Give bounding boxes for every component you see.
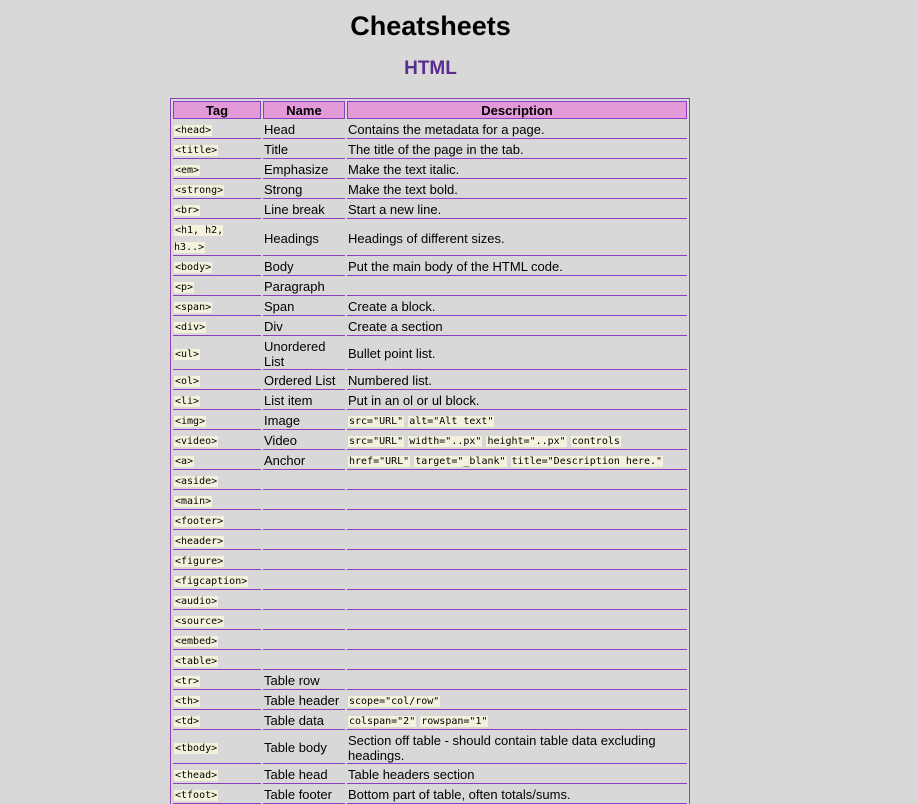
tag-cell (173, 786, 261, 804)
tag-cell (173, 512, 261, 530)
attribute-code: src="URL" (349, 436, 404, 447)
description-text: Bottom part of table, often totals/sums. (348, 787, 571, 802)
tag-code: <title> (175, 145, 218, 156)
description-cell (347, 572, 687, 590)
table-row (173, 221, 687, 256)
description-cell (347, 298, 687, 316)
tag-cell (173, 766, 261, 784)
name-cell: Ordered List (263, 372, 345, 390)
table-row (173, 592, 687, 610)
tag-code: <video> (175, 436, 218, 447)
description-cell (347, 452, 687, 470)
tag-code: <body> (175, 262, 212, 273)
name-cell: Anchor (263, 452, 345, 470)
description-cell (347, 732, 687, 764)
column-header-description: Description (347, 101, 687, 119)
name-cell (263, 512, 345, 530)
name-cell: Table head (263, 766, 345, 784)
description-text: Create a section (348, 319, 443, 334)
tag-cell (173, 278, 261, 296)
name-cell: Title (263, 141, 345, 159)
name-cell (263, 572, 345, 590)
table-row (173, 432, 687, 450)
attribute-code: height="..px" (487, 436, 566, 447)
description-text: Make the text italic. (348, 162, 460, 177)
description-cell (347, 278, 687, 296)
tag-cell (173, 612, 261, 630)
tag-code: <br> (175, 205, 200, 216)
tag-cell (173, 372, 261, 390)
table-row (173, 552, 687, 570)
table-row (173, 141, 687, 159)
table-row (173, 181, 687, 199)
name-cell: Image (263, 412, 345, 430)
tag-cell (173, 732, 261, 764)
tag-cell (173, 258, 261, 276)
tag-cell (173, 472, 261, 490)
tag-cell (173, 652, 261, 670)
name-cell: Video (263, 432, 345, 450)
page-title: Cheatsheets (350, 11, 511, 41)
name-cell (263, 472, 345, 490)
attribute-code: href="URL" (349, 456, 410, 467)
name-cell (263, 552, 345, 570)
table-row (173, 766, 687, 784)
table-header-row (173, 101, 687, 119)
tag-code: <a> (175, 456, 194, 467)
description-text: Put in an ol or ul block. (348, 393, 480, 408)
name-cell (263, 592, 345, 610)
description-cell (347, 692, 687, 710)
tag-cell (173, 121, 261, 139)
name-cell: Headings (263, 221, 345, 256)
table-row (173, 492, 687, 510)
tag-cell (173, 298, 261, 316)
tag-code: <figure> (175, 556, 224, 567)
attribute-code: target="_blank" (415, 456, 506, 467)
tag-code: <img> (175, 416, 206, 427)
tag-code: <em> (175, 165, 200, 176)
tag-code: <h1, h2, h3..> (174, 225, 224, 253)
description-cell (347, 552, 687, 570)
tag-code: <header> (175, 536, 224, 547)
name-cell: Line break (263, 201, 345, 219)
table-row (173, 712, 687, 730)
tag-code: <head> (175, 125, 212, 136)
column-header-name: Name (263, 101, 345, 119)
name-cell (263, 612, 345, 630)
tag-cell (173, 412, 261, 430)
tag-code: <tfoot> (175, 790, 218, 801)
tag-code: <strong> (175, 185, 224, 196)
table-row (173, 632, 687, 650)
table-row (173, 452, 687, 470)
description-cell (347, 712, 687, 730)
description-cell (347, 592, 687, 610)
tag-code: <tr> (175, 676, 200, 687)
description-text: The title of the page in the tab. (348, 142, 524, 157)
tag-cell (173, 338, 261, 370)
table-row (173, 572, 687, 590)
name-cell: Table header (263, 692, 345, 710)
description-cell (347, 612, 687, 630)
tag-cell (173, 392, 261, 410)
attribute-code: width="..px" (409, 436, 482, 447)
table-row (173, 298, 687, 316)
table-row (173, 786, 687, 804)
column-header-tag: Tag (173, 101, 261, 119)
description-cell (347, 532, 687, 550)
description-text: Table headers section (348, 767, 475, 782)
name-cell (263, 532, 345, 550)
table-row (173, 258, 687, 276)
name-cell: Div (263, 318, 345, 336)
name-cell: Strong (263, 181, 345, 199)
name-cell (263, 492, 345, 510)
name-cell: Table body (263, 732, 345, 764)
tag-cell (173, 672, 261, 690)
tag-code: <embed> (175, 636, 218, 647)
name-cell: Table footer (263, 786, 345, 804)
attribute-code: colspan="2" (349, 716, 416, 727)
description-text: Contains the metadata for a page. (348, 122, 545, 137)
section-title: HTML (404, 58, 457, 79)
tag-code: <span> (175, 302, 212, 313)
tag-code: <div> (175, 322, 206, 333)
table-row (173, 692, 687, 710)
table-row (173, 412, 687, 430)
tag-cell (173, 318, 261, 336)
description-cell (347, 492, 687, 510)
description-text: Headings of different sizes. (348, 230, 505, 246)
attribute-code: controls (571, 436, 620, 447)
description-cell (347, 141, 687, 159)
description-cell (347, 121, 687, 139)
table-row (173, 612, 687, 630)
table-row (173, 161, 687, 179)
name-cell: Paragraph (263, 278, 345, 296)
tag-cell (173, 161, 261, 179)
name-cell (263, 652, 345, 670)
tag-cell (173, 552, 261, 570)
description-cell (347, 652, 687, 670)
table-row (173, 278, 687, 296)
attribute-code: rowspan="1" (421, 716, 488, 727)
tag-cell (173, 221, 261, 256)
tag-code: <td> (175, 716, 200, 727)
tag-cell (173, 692, 261, 710)
table-row (173, 201, 687, 219)
tag-code: <main> (175, 496, 212, 507)
table-row (173, 732, 687, 764)
tag-cell (173, 592, 261, 610)
description-cell (347, 766, 687, 784)
name-cell: Head (263, 121, 345, 139)
table-row (173, 318, 687, 336)
table-row (173, 338, 687, 370)
description-cell (347, 412, 687, 430)
description-text: Section off table - should contain table data excluding headings. (348, 732, 656, 763)
tag-code: <audio> (175, 596, 218, 607)
tag-code: <tbody> (175, 743, 218, 754)
table-row (173, 512, 687, 530)
tag-cell (173, 532, 261, 550)
name-cell: Emphasize (263, 161, 345, 179)
description-cell (347, 472, 687, 490)
tag-cell (173, 492, 261, 510)
tag-cell (173, 201, 261, 219)
table-row (173, 532, 687, 550)
attribute-code: src="URL" (349, 416, 404, 427)
description-text: Bullet point list. (348, 346, 436, 361)
description-cell (347, 372, 687, 390)
tag-cell (173, 181, 261, 199)
attribute-code: title="Description here." (511, 456, 663, 467)
name-cell: Table data (263, 712, 345, 730)
name-cell: Table row (263, 672, 345, 690)
description-cell (347, 786, 687, 804)
attribute-code: scope="col/row" (349, 696, 440, 707)
tag-code: <ul> (175, 349, 200, 360)
tag-code: <th> (175, 696, 200, 707)
tag-code: <li> (175, 396, 200, 407)
tag-code: <source> (175, 616, 224, 627)
description-cell (347, 338, 687, 370)
table-row (173, 372, 687, 390)
table-row (173, 472, 687, 490)
tag-cell (173, 632, 261, 650)
tag-code: <p> (175, 282, 194, 293)
attribute-code: alt="Alt text" (409, 416, 494, 427)
description-cell (347, 181, 687, 199)
description-cell (347, 318, 687, 336)
name-cell (263, 632, 345, 650)
description-cell (347, 221, 687, 256)
description-cell (347, 432, 687, 450)
tag-code: <thead> (175, 770, 218, 781)
description-cell (347, 161, 687, 179)
tag-code: <ol> (175, 376, 200, 387)
description-text: Put the main body of the HTML code. (348, 259, 563, 274)
table-row (173, 392, 687, 410)
description-cell (347, 632, 687, 650)
tag-code: <table> (175, 656, 218, 667)
description-cell (347, 672, 687, 690)
tag-cell (173, 141, 261, 159)
tag-code: <footer> (175, 516, 224, 527)
table-row (173, 121, 687, 139)
description-cell (347, 201, 687, 219)
tag-cell (173, 712, 261, 730)
cheatsheet-table (170, 98, 690, 804)
name-cell: List item (263, 392, 345, 410)
description-text: Make the text bold. (348, 182, 458, 197)
table-row (173, 652, 687, 670)
tag-cell (173, 572, 261, 590)
description-text: Start a new line. (348, 202, 442, 217)
tag-code: <figcaption> (175, 576, 248, 587)
tag-cell (173, 452, 261, 470)
table-row (173, 672, 687, 690)
tag-cell (173, 432, 261, 450)
name-cell: Body (263, 258, 345, 276)
description-text: Create a block. (348, 299, 436, 314)
description-cell (347, 392, 687, 410)
tag-code: <aside> (175, 476, 218, 487)
description-cell (347, 512, 687, 530)
description-cell (347, 258, 687, 276)
name-cell: Span (263, 298, 345, 316)
name-cell: Unordered List (263, 338, 345, 370)
description-text: Numbered list. (348, 373, 432, 388)
